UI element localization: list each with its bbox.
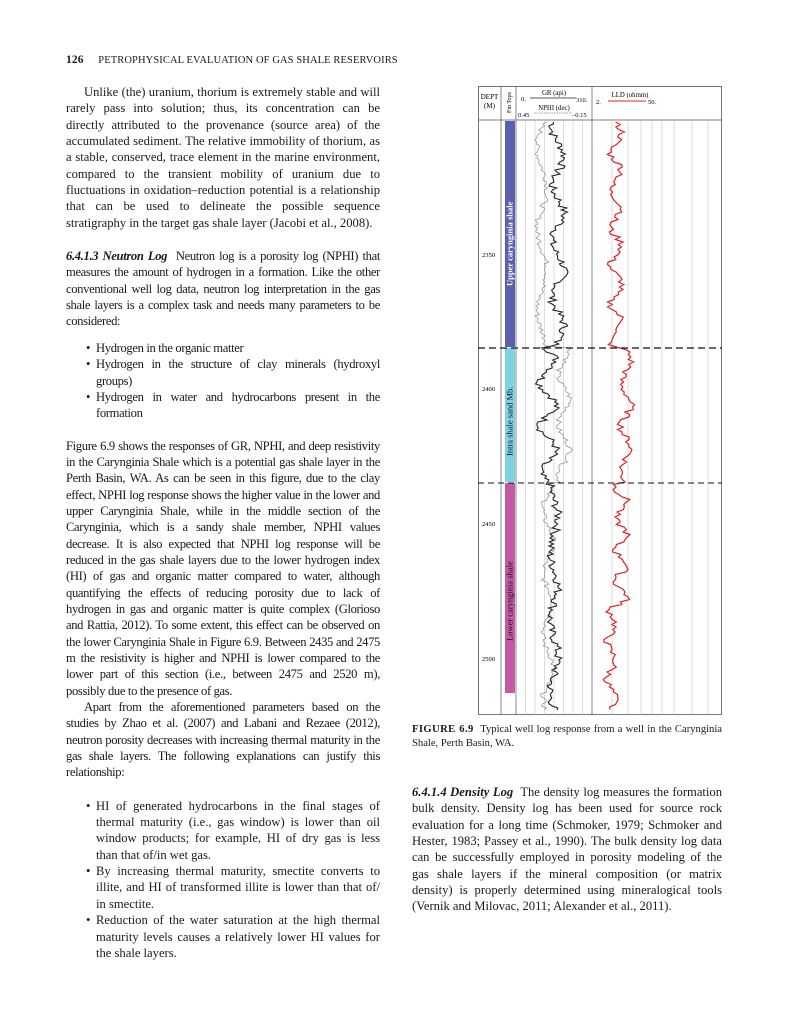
paragraph-thermal-maturity: Apart from the aforementioned parameters based on the studies by Zhao et al. (2007) and Labani and Rezaee (2012), neutron porosity decreases with increasing thermal maturity in the gas shale layers. The following explanations can justify this relationship: [66,700,380,780]
left-column [66,84,380,961]
section-title-neutron: 6.4.1.3 Neutron Log [66,249,168,264]
depth-tick-2500: 2500 [482,656,495,663]
caption-label: FIGURE 6.9 [412,724,474,735]
gr-header: GR (api) [542,90,566,97]
section-title-density: 6.4.1.4 Density Log [412,785,514,799]
nphi-scale-max: –0.15 [572,112,587,119]
thermal-maturity-bullet-list [66,798,380,961]
formation-label-intra: Intra shale sand Mb. [504,386,515,456]
list-item: • Hydrogen in the organic matter [86,340,244,355]
formation-label-upper: Upper carynginia shale [504,201,515,286]
depth-header: DEPT [480,93,499,101]
paragraph-thorium: Unlike (the) uranium, thorium is extremely stable and will rarely pass into solution; thus, its concentration can be directly attributed to the provenance (source area) of the accumulated sediment. The relative immobility of thorium, as a stable, conserved, trace element in the marine environment, compared to the transient mobility of uranium due to fluctuations in oxidation–reduction potential is a relationship that can be used to delineate the possible sequence stratigraphy in the target gas shale layer (Jacobi et al., 2008). [66,85,380,230]
formation-label-lower: Lower carynginia shale [504,561,515,641]
well-log-figure [478,86,722,715]
page-number: 126 [66,54,84,66]
depth-tick-2400: 2400 [482,386,495,393]
section-intro-neutron: Neutron log is a porosity log (NPHI) that measures the amount of hydrogen in a formation. Like the other conventional well log data, neutron log interpretation in the gas shale layers is a complex task and needs many parameters to be considered: [66,249,380,329]
density-log-section [412,784,722,915]
gr-scale-max: 310. [576,97,588,104]
lld-scale-min: 2. [596,99,601,106]
fm-tops-header: Fm Tops [507,92,513,113]
running-title: PETROPHYSICAL EVALUATION OF GAS SHALE RESERVOIRS [98,55,398,66]
depth-tick-2450: 2450 [482,521,495,528]
depth-tick-2350: 2350 [482,252,495,259]
list-item: • Hydrogen in the structure of clay minerals (hydroxyl groups) [86,357,380,388]
right-column [412,784,722,915]
depth-unit: (M) [484,102,495,110]
hydrogen-bullet-list [66,340,380,422]
list-item: • Reduction of the water saturation at the high thermal maturity levels causes a relatively lower HI values for the shale layers. [86,913,380,960]
caption-text: Typical well log response from a well in the Carynginia Shale, Perth Basin, WA. [412,724,723,749]
paragraph-figure-discussion: Figure 6.9 shows the responses of GR, NPHI, and deep resistivity in the Carynginia Shale which is a potential gas shale layer in the Perth Basin, WA. As can be seen in this figure, due to the clay effect, NPHI log response shows the higher value in the lower and upper Carynginia Shale, while in the middle section of the Carynginia, which is a sandy shale member, NPHI values decrease. It is also expected that NPHI log response will be reduced in the gas shale layers due to the lower hydrogen index (HI) of gas and organic matter compared to water, although quantifying the effects of reducing porosity due to lack of hydrogen in gas and organic matter is quite complex (Glorioso and Rattia, 2012). To some extent, this effect can be observed on the lower Carynginia Shale in Figure 6.9. Between 2435 and 2475 m the resistivity is higher and NPHI is lower compared to the lower part of this section (i.e., between 2475 and 2520 m), possibly due to the presence of gas. [66,438,380,698]
density-log-body: The density log measures the formation bulk density. Density log has been used for source rock evaluation for a long time (Schmoker, 1979; Schmoker and Hester, 1983; Passey et al., 1990). The bulk density log data can be successfully employed in porosity modeling of the gas shale layers if the mineral composition (or matrix density) is properly determined using mineralogical tools (Vernik and Milovac, 2011; Alexander et al., 2011). [412,785,723,914]
lld-header: LLD (ohmm) [611,92,649,99]
running-head [66,54,398,66]
figure-caption [412,723,722,751]
list-item: • HI of generated hydrocarbons in the final stages of thermal maturity (i.e., gas window) is lower than oil window products; for example, HI of dry gas is less than that of/in wet gas. [86,798,380,862]
nphi-scale-min: 0.45 [518,112,530,119]
neutron-log-section [66,248,380,330]
gr-scale-min: 0. [521,96,526,103]
lld-scale-max: 50. [648,99,657,106]
list-item: • By increasing thermal maturity, smectite converts to illite, and HI of transformed illite is lower than that of/ in smectite. [86,864,380,911]
nphi-header: NPHI (dec) [538,105,570,112]
list-item: • Hydrogen in water and hydrocarbons present in the formation [86,389,380,421]
